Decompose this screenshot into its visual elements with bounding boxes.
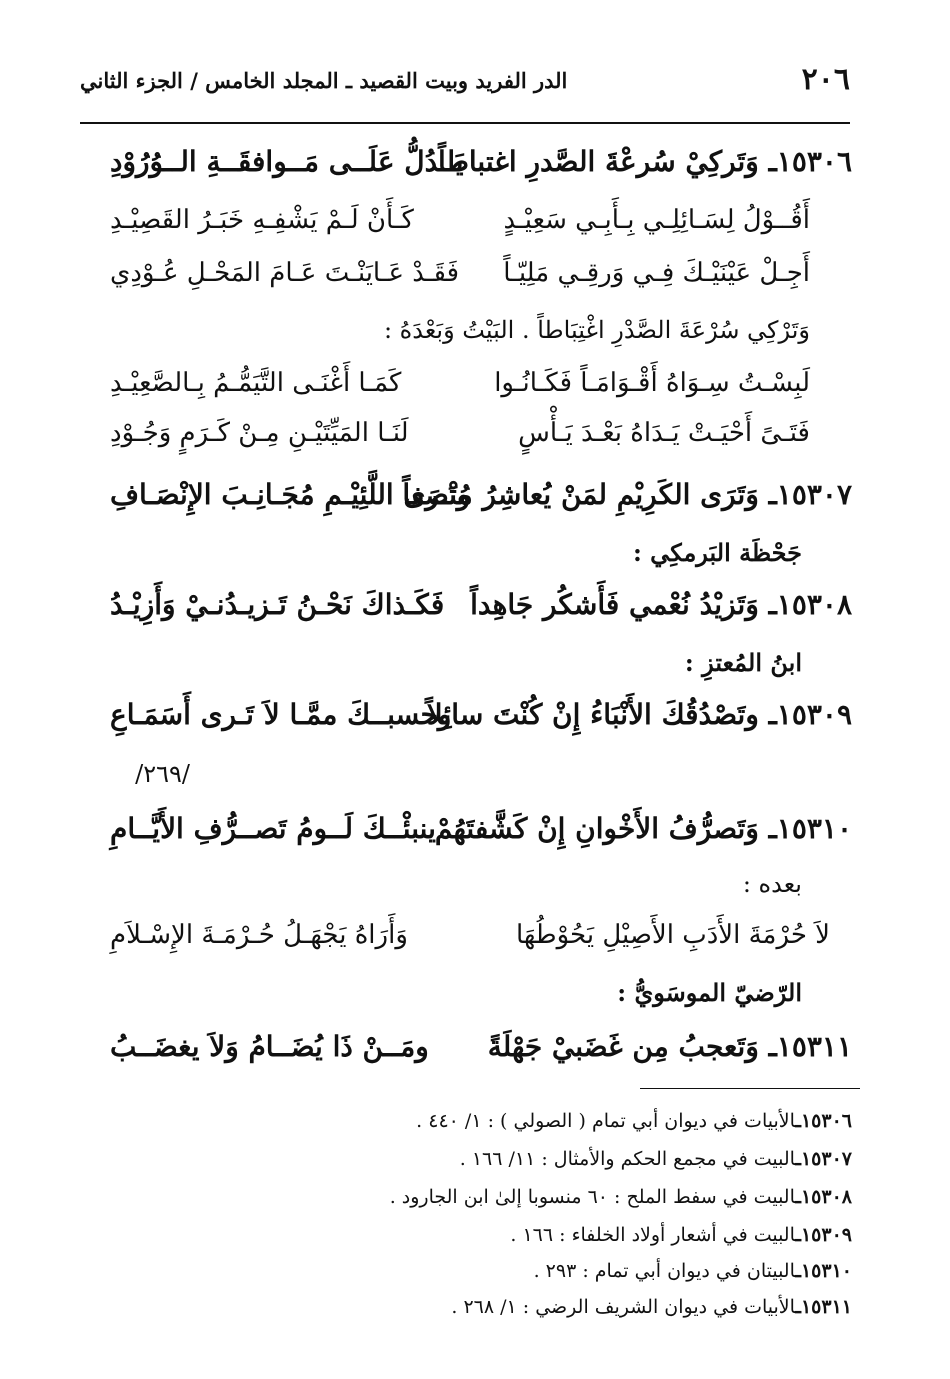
verse-15310 <box>110 812 852 860</box>
poet-attribution: جَحْظَة البَرمكِي : <box>632 538 802 567</box>
verse-second-hemistich: ينبئْــكَ لَــومُ تَصــرُّفِ الأَيَّــامِ <box>110 812 436 845</box>
footnote: ١٥٣٠٧ـالبيت في مجمع الحكم والأمثال : ١١/ ١٦٦ . <box>459 1148 852 1170</box>
verse-first-hemistich: ١٥٣٠٦ـ وَتَركِيْ سُرعْةَ الصَّدرِ اغتباطاً <box>438 145 852 178</box>
footnote: ١٥٣٠٦ـالأبيات في ديوان أبي تمام ( الصولي ) : ١/ ٤٤٠ . <box>416 1110 852 1132</box>
verse-second-hemistich: فَقَـدْ عَـايَنْـتَ عَـامَ المَحْـلِ عُـوْدِي <box>110 258 460 288</box>
verse-first-hemistich: أَقُــوْلُ لِسَـائِلِـي بِـأَبِـي سَعِيْـدٍ <box>503 205 810 235</box>
poet-attribution: الرّضيّ الموسَويُّ : <box>617 978 802 1007</box>
verse-second-hemistich: يَــدُلُّ عَلَــى مَــوافقَــةِ الــوُرُوْدِ <box>110 145 464 178</box>
verse-first-hemistich: ١٥٣٠٨ـ وَتَزيْدُ نُعْمي فَأَشكُر جَاهِداً <box>470 588 852 621</box>
verse-second-hemistich: ومَــنْ ذَا يُضَــامُ وَلاَ يغضَــبُ <box>110 1030 429 1063</box>
running-title: الدر الفريد وبيت القصيد ـ المجلد الخامس / الجزء الثاني <box>80 68 568 93</box>
verse-second-hemistich: وتَـرَى اللَّئِيْـمِ مُجَـانِـبَ الإِنْصَـافِ <box>110 478 471 511</box>
quoted-verse <box>110 418 810 466</box>
verse-15306 <box>110 145 852 193</box>
verse-second-hemistich: كَـأَنْ لَـمْ يَشْفِـهِ خَبَـرُ القَصِيْـدِ <box>110 205 414 235</box>
page-marker: /٢٦٩/ <box>135 760 190 788</box>
footnote: ١٥٣٠٨ـالبيت في سفط الملح : ٦٠ منسوبا إلىٰ ابن الجارود . <box>389 1186 852 1208</box>
verse-second-hemistich: وحسبــكَ ممَّـا لاَ تَـرى أَسَمَـاعِ <box>110 698 452 731</box>
quoted-verse <box>110 205 810 253</box>
verse-second-hemistich: فَكَـذاكَ نَحْـنُ تَـزيـدُنـيْ وَأَزِيْـدُ <box>110 588 445 621</box>
verse-second-hemistich: لَنَـا المَيِّتَيْـنِ مِـنْ كَـرَمٍ وَجُـوْدِ <box>110 418 409 448</box>
poet-attribution: ابنُ المُعتزِ : <box>684 648 802 677</box>
header-rule <box>80 122 850 124</box>
commentary-line: بعده : <box>742 870 802 898</box>
quoted-verse <box>110 258 810 306</box>
footnote: ١٥٣١١ـالأبيات في ديوان الشريف الرضي : ١/ ٢٦٨ . <box>451 1296 852 1318</box>
verse-second-hemistich: وَأَرَاهُ يَجْهَـلُ حُـرْمَـةَ الإِسْـلاَمِ <box>110 920 408 950</box>
commentary-line: وَتَرْكِي سُرْعَةَ الصَّدْرِ اغْتِبَاطاً . البَيْتُ وَبَعْدَهُ : <box>383 316 810 344</box>
footnote: ١٥٣٠٩ـالبيت في أشعار أولاد الخلفاء : ١٦٦ . <box>510 1224 852 1246</box>
verse-15308 <box>110 588 852 636</box>
page-header <box>80 62 850 112</box>
verse-15309 <box>110 698 852 746</box>
quoted-verse <box>110 920 830 968</box>
verse-second-hemistich: كَمَـا أَغْنَـى التَّيَمُّـمُ بِـالصَّعِيْـدِ <box>110 368 402 398</box>
footnote: ١٥٣١٠ـالبيتان في ديوان أبي تمام : ٢٩٣ . <box>533 1260 852 1282</box>
verse-first-hemistich: لَبِسْـتُ سِـوَاهُ أَقْـوَامَـاً فَكَـانُـوا <box>494 368 810 398</box>
verse-first-hemistich: ١٥٣٠٧ـ وَتَرَى الكَرِيْمِ لمَنْ يُعاشِرُ مُنْصفاً <box>402 478 852 511</box>
verse-first-hemistich: ١٥٣١٠ـ وَتَصرُّفُ الأَخْوانِ إِنْ كَشَّفتَهُمْ <box>434 812 852 845</box>
verse-15311 <box>110 1030 852 1078</box>
verse-first-hemistich: ١٥٣٠٩ـ وتَصْدُقُكَ الأَنْبَاءُ إِنْ كُنْتَ سائِلاً <box>426 698 852 731</box>
page-number: ٢٠٦ <box>801 62 850 97</box>
verse-first-hemistich: أَجِـلْ عَيْنَيْـكَ فِـي وَرقِـي مَلِيّـاً <box>503 258 810 288</box>
verse-first-hemistich: لاَ حُرْمَةَ الأَدَبِ الأَصِيْلِ يَحُوْطُهَا <box>516 920 830 950</box>
verse-15307 <box>110 478 852 526</box>
quoted-verse <box>110 368 810 416</box>
footnote-rule <box>640 1088 860 1089</box>
verse-first-hemistich: فَتَـىً أَحْيَـتْ يَـدَاهُ بَعْـدَ يَـأْسٍ <box>518 418 810 448</box>
verse-first-hemistich: ١٥٣١١ـ وَتَعجبُ مِن غَضَبيْ جَهْلَةً <box>487 1030 852 1063</box>
